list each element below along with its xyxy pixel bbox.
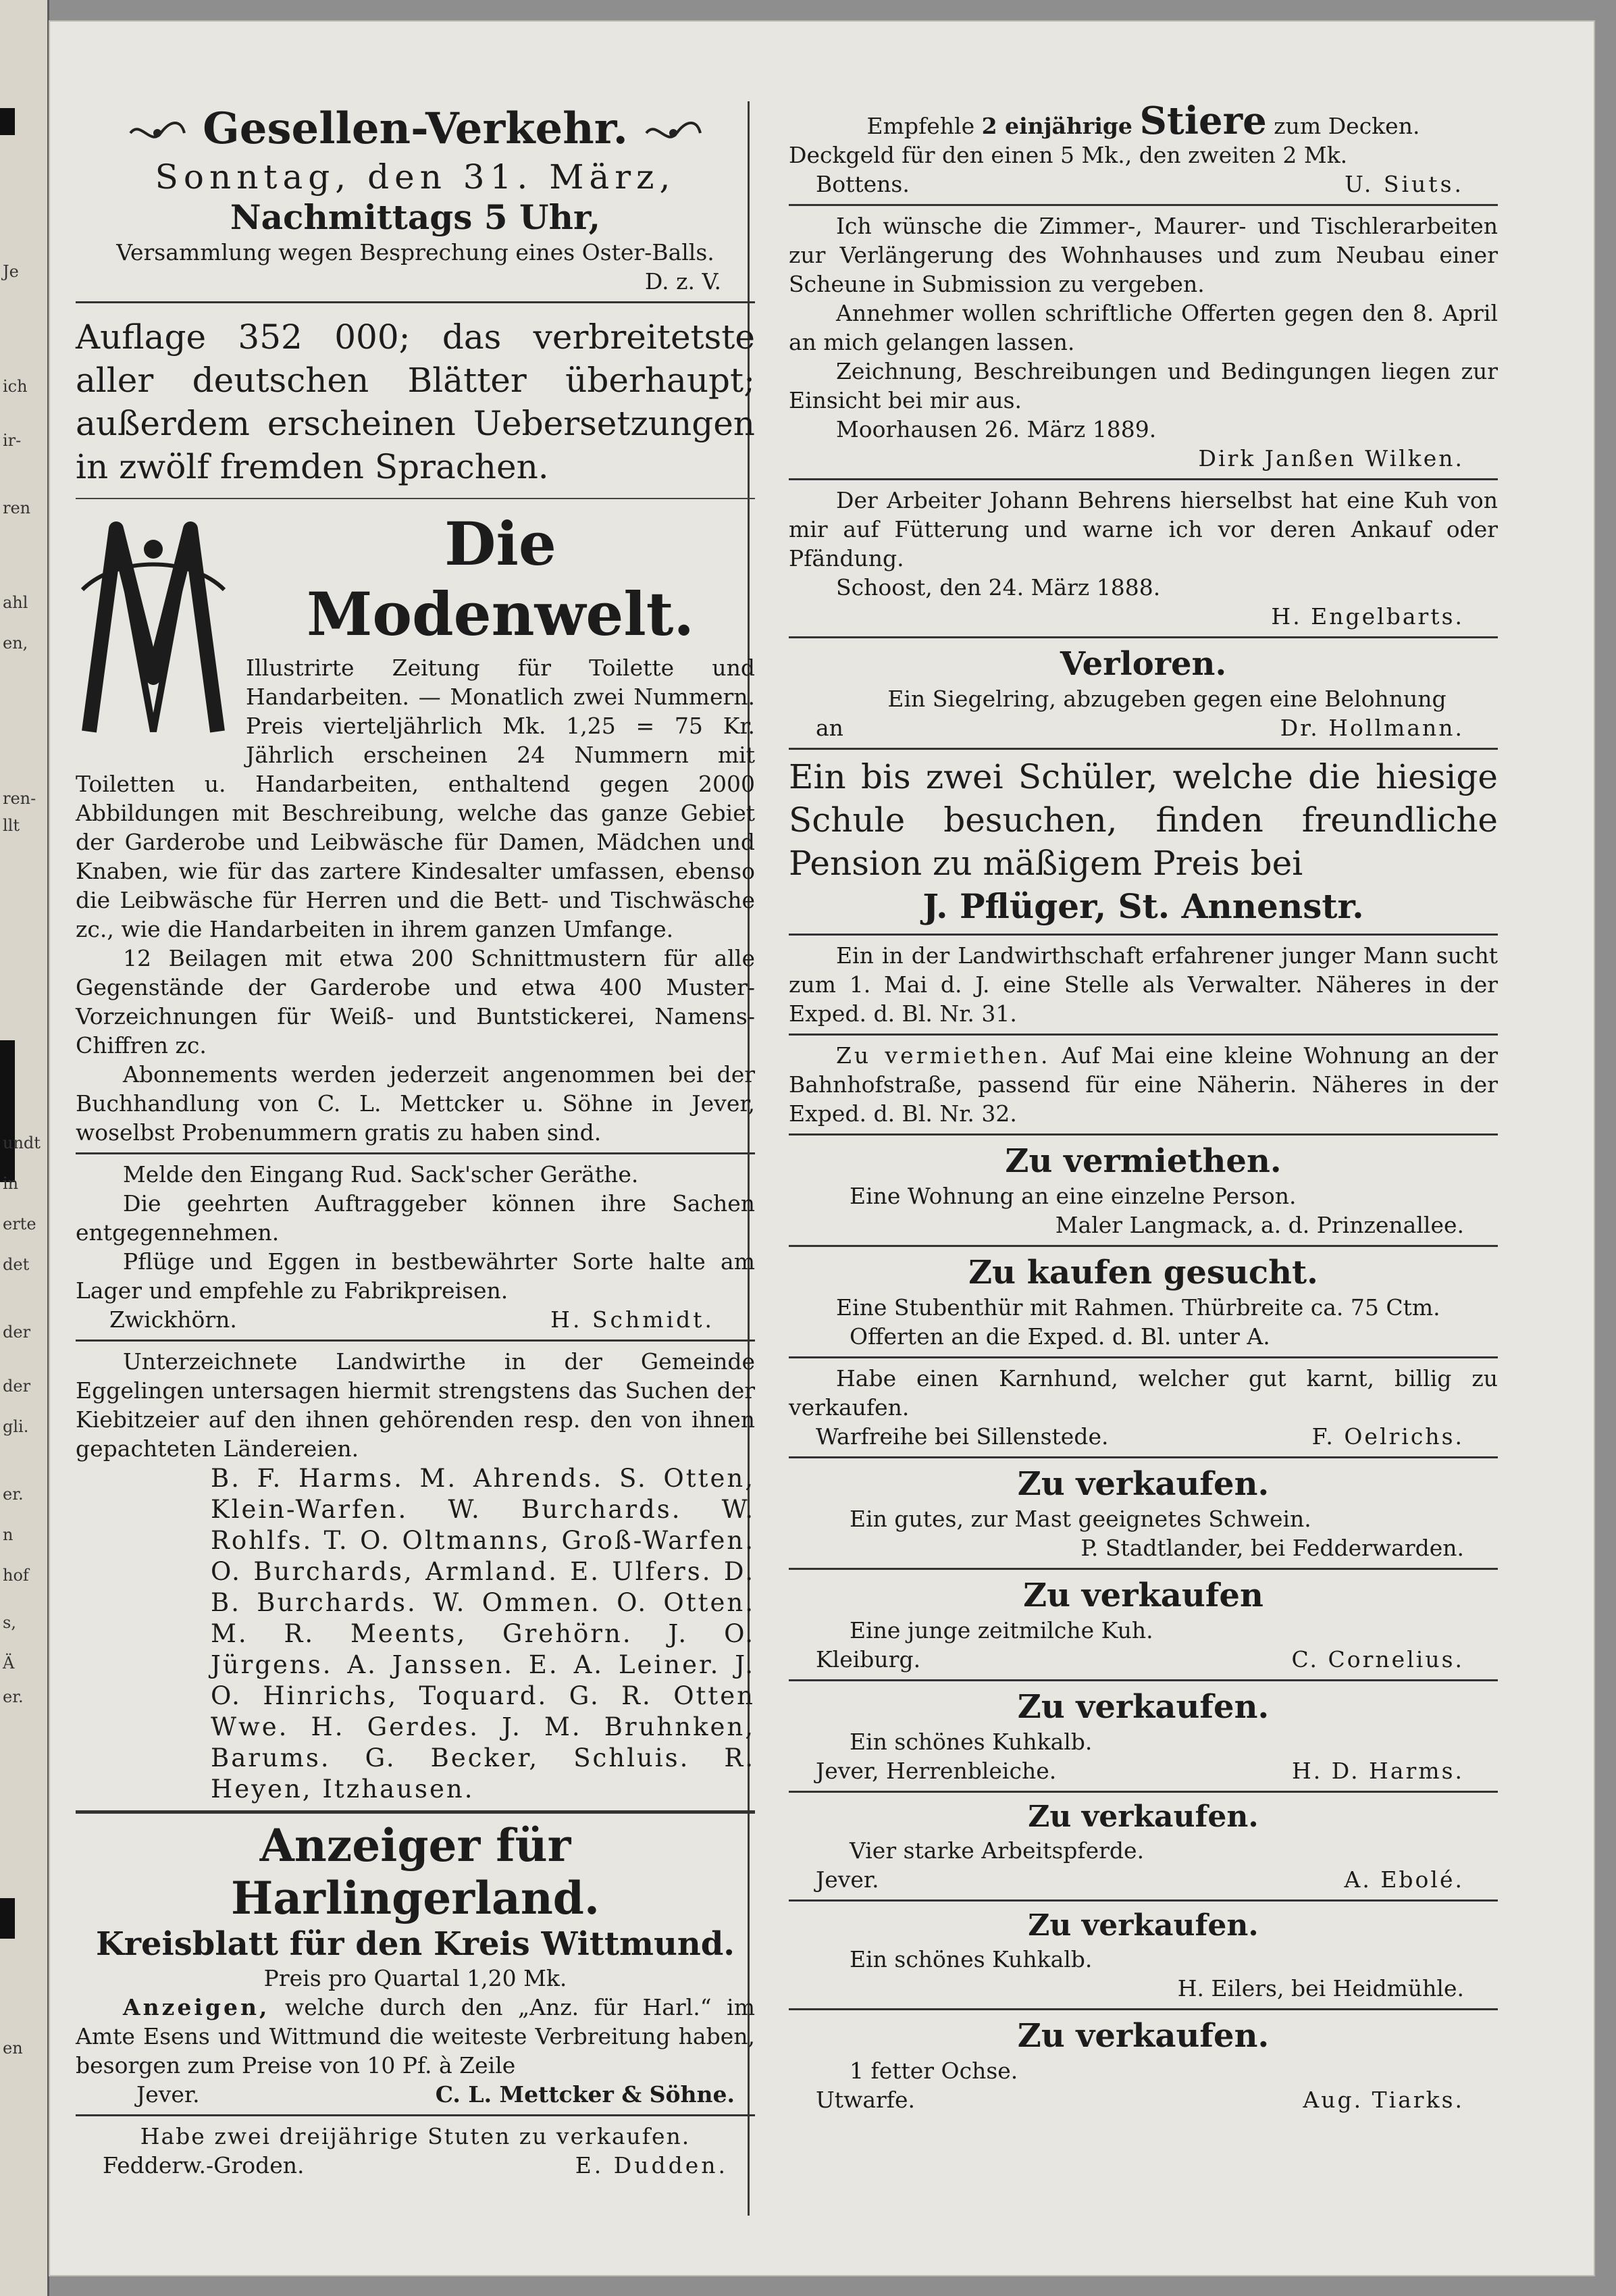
- modenwelt-p1: Illustrirte Zeitung für Toilette und Handarbeiten. — Monatlich zwei Nummern. Preis vierteljährlich Mk. 1,25 = 75 Kr. Jährlich erscheinen 24 Nummern mit Toiletten u. Handarbeiten, enthaltend gegen 2000 Abbildungen mit Beschreibung, welche das ganze Gebiet der Garderobe und Leibwäsche für Damen, Mädchen und Knaben, wie für das zartere Kindesalter umfassen, ebenso die Leibwäsche für Herren und die Bett- und Tischwäsche zc., wie die Handarbeiten in ihrem ganzen Umfange.: [76, 654, 755, 942]
- kuh2-place: Kleiburg.: [816, 1646, 921, 1673]
- kuh-place: Schoost, den 24. März 1888.: [836, 574, 1161, 601]
- ad-wohnung-bahnhof: [789, 1041, 1498, 1128]
- separator: [789, 1899, 1498, 1902]
- ad-wohnung-langmack: [789, 1141, 1498, 1240]
- anzeiger-title: Anzeiger für Harlingerland.: [231, 1818, 600, 1924]
- sack-place: Zwickhörn.: [109, 1306, 237, 1333]
- ad-auflage: [76, 315, 755, 488]
- separator: [789, 1356, 1498, 1358]
- kuhkalb2-sign: H. Eilers, bei Heidmühle.: [1177, 1975, 1464, 2001]
- ochse-title: Zu verkaufen.: [1017, 2017, 1270, 2055]
- modenwelt-logo-icon: [76, 509, 231, 752]
- stiere-l2: Deckgeld für den einen 5 Mk., den zweiten 2 Mk.: [789, 142, 1348, 168]
- spine-fragment: Ä: [3, 1654, 15, 1673]
- separator: [76, 301, 755, 303]
- stiere-place: Bottens.: [816, 171, 910, 197]
- wohnung1-lead: Zu vermiethen.: [836, 1042, 1051, 1069]
- ad-kuhkalb-eilers: [789, 1907, 1498, 2003]
- kuh2-sign: C. Cornelius.: [1291, 1646, 1464, 1673]
- spine-fragment: hof: [3, 1566, 29, 1585]
- separator: [789, 204, 1498, 206]
- schwein-text: Ein gutes, zur Mast geeignetes Schwein.: [850, 1506, 1311, 1532]
- gesellen-date: Sonntag, den 31. März,: [155, 157, 676, 197]
- schwein-title: Zu verkaufen.: [1017, 1465, 1270, 1503]
- kuhkalb1-text: Ein schönes Kuhkalb.: [850, 1729, 1093, 1755]
- pferde-title: Zu verkaufen.: [1028, 1800, 1259, 1834]
- kuhkalb2-text: Ein schönes Kuhkalb.: [850, 1946, 1093, 1972]
- ad-schwein: [789, 1464, 1498, 1562]
- pferde-place: Jever.: [816, 1866, 879, 1893]
- anzeiger-subtitle: Kreisblatt für den Kreis Wittmund.: [95, 1924, 735, 1963]
- ad-verloren: [789, 644, 1498, 742]
- karnhund-place: Warfreihe bei Sillenstede.: [816, 1423, 1109, 1450]
- left-column: [76, 20, 755, 2180]
- ad-karnhund: [789, 1364, 1498, 1451]
- separator: [789, 2008, 1498, 2010]
- verloren-title: Verloren.: [1060, 645, 1227, 683]
- spine-fragment: er.: [3, 1687, 24, 1706]
- spine-black-mark: [0, 1898, 15, 1939]
- ad-stiere: [789, 99, 1498, 199]
- anzeiger-lead: Anzeigen,: [123, 1993, 270, 2020]
- ad-pferde: [789, 1798, 1498, 1894]
- stuten-text: Habe zwei dreijährige Stuten zu verkaufen.: [140, 2122, 691, 2149]
- arbeiten-p2: Annehmer wollen schriftliche Offerten gegen den 8. April an mich gelangen lassen.: [789, 300, 1498, 355]
- sack-p2: Die geehrten Auftraggeber können ihre Sachen entgegennehmen.: [76, 1190, 755, 1246]
- kiebitz-names: B. F. Harms. M. Ahrends. S. Otten, Klein-Warfen. W. Burchards. W. Rohlfs. T. O. Oltmanns, Groß-Warfen. O. Burchards, Armland. E. Ulfers. D. B. Burchards. W. Ommen. O. Otten. M. R. Meents, Grehörn. J. O. Jürgens. A. Janssen. E. A. Leiner. J. O. Hinrichs, Toquard. G. R. Otten Wwe. H. Gerdes. J. M. Bruhnken, Barums. G. Becker, Schluis. R. Heyen, Itzhausen.: [211, 1463, 755, 1804]
- modenwelt-p2: 12 Beilagen mit etwa 200 Schnittmustern für alle Gegenstände der Garderobe und etwa 400 Muster-Vorzeichnungen für Weiß- und Buntstickerei, Namens-Chiffren zc.: [76, 944, 755, 1058]
- schueler-text: Ein bis zwei Schüler, welche die hiesige Schule besuchen, finden freundliche Pension zu mäßigem Preis bei: [789, 757, 1498, 883]
- separator: [789, 1456, 1498, 1458]
- stuten-sign: E. Dudden.: [575, 2151, 728, 2178]
- kuh-sign: H. Engelbarts.: [1271, 603, 1464, 630]
- separator: [789, 934, 1498, 936]
- stiere-l1d: zum Decken.: [1274, 113, 1420, 139]
- kaufen-offer: Offerten an die Exped. d. Bl. unter A.: [850, 1323, 1270, 1350]
- spine-fragment: der: [3, 1323, 31, 1342]
- ad-kaufen-gesucht: [789, 1252, 1498, 1351]
- kaufen-title: Zu kaufen gesucht.: [968, 1254, 1318, 1292]
- spine-black-mark: [0, 1040, 15, 1182]
- sack-p1: Melde den Eingang Rud. Sack'scher Geräthe.: [123, 1160, 639, 1188]
- arbeiten-p1: Ich wünsche die Zimmer-, Maurer- und Tischlerarbeiten zur Verlängerung des Wohnhauses und zum Neubau einer Scheune in Submission zu vergeben.: [789, 213, 1498, 297]
- spine-fragment: ren: [3, 499, 31, 517]
- gesellen-sign: D. z. V.: [644, 267, 721, 295]
- pferde-text: Vier starke Arbeitspferde.: [850, 1837, 1145, 1864]
- kuhkalb2-title: Zu verkaufen.: [1028, 1908, 1259, 1943]
- wohnung2-title: Zu vermiethen.: [1005, 1142, 1282, 1180]
- spine-fragment: Je: [3, 262, 19, 281]
- separator: [789, 1133, 1498, 1136]
- verloren-text: Ein Siegelring, abzugeben gegen eine Belohnung: [887, 686, 1446, 712]
- kuhkalb1-place: Jever, Herrenbleiche.: [816, 1758, 1057, 1784]
- anzeiger-text: welche durch den „Anz. für Harl.“ im Amte Esens und Wittmund die weiteste Verbreitung haben, besorgen zum Preise von 10 Pf. à Zeile: [76, 1993, 755, 2078]
- separator: [789, 748, 1498, 750]
- left-ornament-icon: [127, 108, 188, 157]
- karnhund-text: Habe einen Karnhund, welcher gut karnt, billig zu verkaufen.: [789, 1365, 1498, 1421]
- kaufen-text: Eine Stubenthür mit Rahmen. Thürbreite ca. 75 Ctm.: [836, 1294, 1440, 1321]
- stiere-l1a: Empfehle: [866, 113, 975, 139]
- ochse-place: Utwarfe.: [816, 2087, 916, 2113]
- sack-sign: H. Schmidt.: [550, 1306, 714, 1333]
- ad-verwalter: [789, 941, 1498, 1028]
- ad-kiebitz: [76, 1347, 755, 1805]
- separator: [789, 1568, 1498, 1570]
- spine-fragment: ren-: [3, 789, 36, 808]
- spine-fragment: ir-: [3, 431, 22, 450]
- spine-fragment: der: [3, 1377, 31, 1396]
- gesellen-time: Nachmittags 5 Uhr,: [230, 197, 601, 237]
- separator: [76, 1810, 755, 1814]
- spine-fragment: gli.: [3, 1417, 29, 1436]
- ad-ochse: [789, 2016, 1498, 2114]
- ad-kuh-cornelius: [789, 1575, 1498, 1674]
- wohnung2-sign: Maler Langmack, a. d. Prinzenallee.: [1055, 1212, 1464, 1238]
- verwalter-text: Ein in der Landwirthschaft erfahrener junger Mann sucht zum 1. Mai d. J. eine Stelle als Verwalter. Näheres in der Exped. d. Bl. Nr. 31.: [789, 942, 1498, 1027]
- wohnung2-text: Eine Wohnung an eine einzelne Person.: [850, 1183, 1297, 1209]
- gesellen-title: Gesellen-Verkehr.: [203, 103, 628, 154]
- separator: [76, 2114, 755, 2116]
- spine-black-mark: [0, 108, 15, 135]
- separator: [76, 498, 755, 499]
- ad-anzeiger: [76, 1819, 755, 2109]
- ad-gesellen-verkehr: [76, 105, 755, 296]
- ad-schueler: [789, 755, 1498, 928]
- spine-fragment: en: [3, 2039, 23, 2058]
- kiebitz-text: Unterzeichnete Landwirthe in der Gemeinde Eggelingen untersagen hiermit strengstens das Suchen der Kiebitzeier auf den ihnen gehörenden resp. den von ihnen gepachteten Ländereien.: [76, 1348, 755, 1462]
- anzeiger-place: Jever.: [136, 2081, 200, 2108]
- kuhkalb1-title: Zu verkaufen.: [1017, 1688, 1270, 1726]
- ad-arbeiten: [789, 211, 1498, 473]
- karnhund-sign: F. Oelrichs.: [1311, 1423, 1464, 1450]
- kuh2-title: Zu verkaufen: [1023, 1577, 1263, 1614]
- kuh-text: Der Arbeiter Johann Behrens hierselbst hat eine Kuh von mir auf Fütterung und warne ich vor deren Ankauf oder Pfändung.: [789, 487, 1498, 571]
- ochse-sign: Aug. Tiarks.: [1303, 2087, 1464, 2113]
- kuh2-text: Eine junge zeitmilche Kuh.: [850, 1617, 1153, 1643]
- newspaper-page: [49, 20, 1595, 2276]
- spine-fragment: ich: [3, 377, 28, 396]
- modenwelt-p3: Abonnements werden jederzeit angenommen bei der Buchhandlung von C. L. Mettcker u. Söhne in Jever, woselbst Probenummern gratis zu haben sind.: [76, 1061, 755, 1146]
- separator: [76, 1340, 755, 1342]
- spine-fragment: in: [3, 1174, 19, 1193]
- spine-fragment: undt: [3, 1133, 41, 1152]
- stiere-sign: U. Siuts.: [1345, 171, 1464, 197]
- kuhkalb1-sign: H. D. Harms.: [1292, 1758, 1464, 1784]
- pferde-sign: A. Ebolé.: [1344, 1866, 1464, 1893]
- schueler-sign: J. Pflüger, St. Annenstr.: [922, 886, 1364, 926]
- book-spine: [0, 0, 49, 2296]
- spine-fragment: n: [3, 1525, 14, 1544]
- verloren-sign: Dr. Hollmann.: [1280, 715, 1464, 741]
- separator: [789, 478, 1498, 480]
- anzeiger-price: Preis pro Quartal 1,20 Mk.: [263, 1964, 567, 1991]
- spine-fragment: erte: [3, 1215, 36, 1233]
- anzeiger-sign: C. L. Mettcker & Söhne.: [435, 2081, 735, 2108]
- separator: [789, 1679, 1498, 1681]
- spine-fragment: en,: [3, 634, 28, 653]
- arbeiten-sign: Dirk Janßen Wilken.: [1198, 445, 1464, 471]
- right-column: [789, 20, 1498, 2114]
- separator: [789, 1791, 1498, 1793]
- ad-kuhkalb-harms: [789, 1687, 1498, 1785]
- ad-modenwelt: [76, 509, 755, 1147]
- ochse-text: 1 fetter Ochse.: [850, 2058, 1018, 2084]
- ad-kuh-behrens: [789, 486, 1498, 631]
- separator: [789, 1245, 1498, 1247]
- spine-fragment: s,: [3, 1613, 16, 1632]
- arbeiten-place: Moorhausen 26. März 1889.: [836, 416, 1157, 442]
- stiere-l1b: 2 einjährige: [981, 113, 1132, 139]
- spine-fragment: det: [3, 1255, 30, 1274]
- ad-sack: [76, 1160, 755, 1334]
- right-ornament-icon: [643, 108, 704, 157]
- stuten-place: Fedderw.-Groden.: [103, 2151, 305, 2178]
- schwein-sign: P. Stadtlander, bei Fedderwarden.: [1080, 1535, 1464, 1561]
- separator: [789, 1034, 1498, 1036]
- modenwelt-title: Die Modenwelt.: [306, 508, 695, 649]
- auflage-text: Auflage 352 000; das verbreitetste aller deutschen Blätter überhaupt; außerdem erscheinen Uebersetzungen in zwölf fremden Sprachen.: [76, 317, 755, 486]
- separator: [789, 636, 1498, 638]
- spine-fragment: er.: [3, 1485, 24, 1504]
- wohnung1-text: Auf Mai eine kleine Wohnung an der Bahnhofstraße, passend für eine Näherin. Näheres in der Exped. d. Bl. Nr. 32.: [789, 1042, 1498, 1127]
- arbeiten-p3: Zeichnung, Beschreibungen und Bedingungen liegen zur Einsicht bei mir aus.: [789, 358, 1498, 413]
- sack-p3: Pflüge und Eggen in bestbewährter Sorte halte am Lager und empfehle zu Fabrikpreisen.: [76, 1248, 755, 1304]
- ad-stuten: [76, 2122, 755, 2180]
- spine-fragment: ahl: [3, 593, 28, 612]
- gesellen-text: Versammlung wegen Besprechung eines Oster-Balls.: [116, 238, 714, 265]
- stiere-l1c: Stiere: [1139, 99, 1267, 143]
- verloren-an: an: [816, 715, 843, 741]
- spine-fragment: llt: [3, 816, 20, 835]
- separator: [76, 1152, 755, 1154]
